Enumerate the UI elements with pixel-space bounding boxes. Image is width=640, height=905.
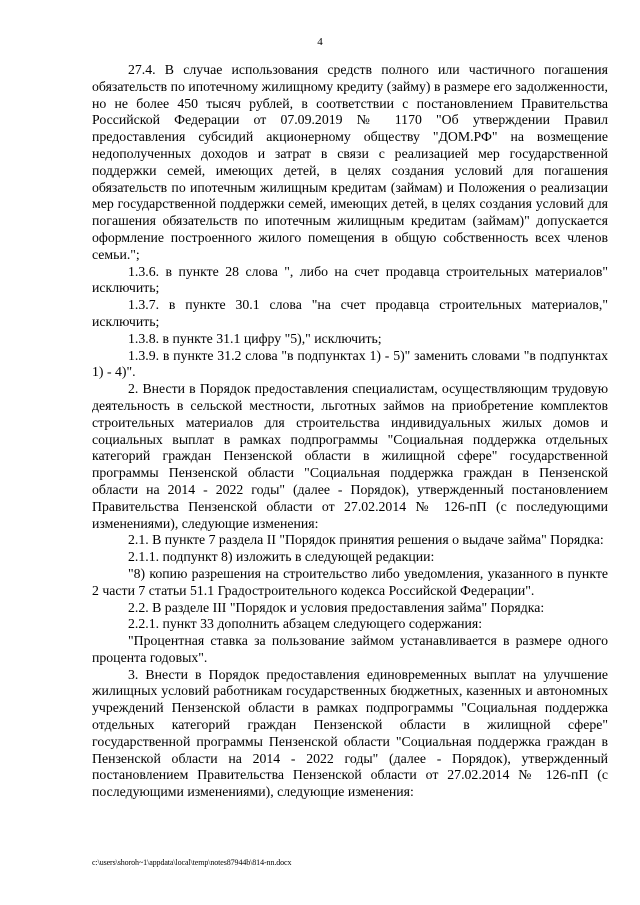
document-body: [92, 62, 608, 801]
paragraph-1-3-9: 1.3.9. в пункте 31.2 слова "в подпунктах 1) - 5)" заменить словами "в подпунктах 1) - 4)".: [92, 347, 608, 380]
paragraph-quote-rate: "Процентная ставка за пользование займом устанавливается в размере одного процента годовых".: [92, 633, 608, 665]
paragraph-27-4: 27.4. В случае использования средств полного или частичного погашения обязательств по ипотечному жилищному кредиту (займу) в размере его задолженности, но не более 450 тысяч рублей, в соответствии с постановлением Правительства Российской Федерации от 07.09.2019 № 1170 "Об утверждении Правил предоставления субсидий акционерному обществу "ДОМ.РФ" на возмещение недополученных доходов и затрат в связи с реализацией мер государственной поддержки семей, имеющих детей, в целях создания условий для погашения обязательств по ипотечным жилищным кредитам (займам) и Положения о реализации мер государственной поддержки семей, имеющих детей, в целях создания условий для погашения обязательств по ипотечным жилищным кредитам (займам)" допускается оформление построенного жилого помещения в общую собственность всех членов семьи.";: [92, 62, 608, 262]
page-number: 4: [317, 36, 323, 48]
paragraph-3: 3. Внести в Порядок предоставления единовременных выплат на улучшение жилищных условий работникам государственных бюджетных, казенных и автономных учреждений Пензенской области в рамках подпрограммы "Социальная поддержка отдельных категорий граждан Пензенской области в жилищной сфере" государственной программы Пензенской области "Социальная поддержка граждан в Пензенской области на 2014 - 2022 годы" (далее - Порядок), утвержденный постановлением Правительства Пензенской области от 27.02.2014 № 126-пП (с последующими изменениями), следующие изменения:: [92, 666, 608, 800]
paragraph-2: 2. Внести в Порядок предоставления специалистам, осуществляющим трудовую деятельность в сельской местности, льготных займов на приобретение комплектов строительных материалов для строительства индивидуальных жилых домов и социальных выплат в рамках подпрограммы "Социальная поддержка отдельных категорий граждан Пензенской области в жилищной сфере" государственной программы Пензенской области "Социальная поддержка граждан в Пензенской области на 2014 - 2022 годы" (далее - Порядок), утвержденный постановлением Правительства Пензенской области от 27.02.2014 № 126-пП (с последующими изменениями), следующие изменения:: [92, 381, 608, 531]
paragraph-quote-8: "8) копию разрешения на строительство либо уведомления, указанного в пункте 2 части 7 статьи 51.1 Градостроительного кодекса Российской Федерации".: [92, 565, 608, 598]
paragraph-2-2: 2.2. В разделе III "Порядок и условия предоставления займа" Порядка:: [128, 599, 545, 615]
paragraph-2-1-1: 2.1.1. подпункт 8) изложить в следующей редакции:: [128, 549, 435, 565]
paragraph-1-3-6: 1.3.6. в пункте 28 слова ", либо на счет продавца строительных материалов" исключить;: [92, 263, 608, 296]
footer-file-path: c:\users\shoroh~1\appdata\local\temp\notes87944b\814-nn.docx: [92, 858, 292, 867]
paragraph-2-1: 2.1. В пункте 7 раздела II "Порядок принятия решения о выдаче займа" Порядка:: [128, 532, 604, 548]
paragraph-1-3-8: 1.3.8. в пункте 31.1 цифру "5)," исключить;: [128, 330, 382, 346]
paragraph-2-2-1: 2.2.1. пункт 33 дополнить абзацем следующего содержания:: [128, 616, 483, 632]
paragraph-1-3-7: 1.3.7. в пункте 30.1 слова "на счет продавца строительных материалов," исключить;: [92, 297, 608, 329]
